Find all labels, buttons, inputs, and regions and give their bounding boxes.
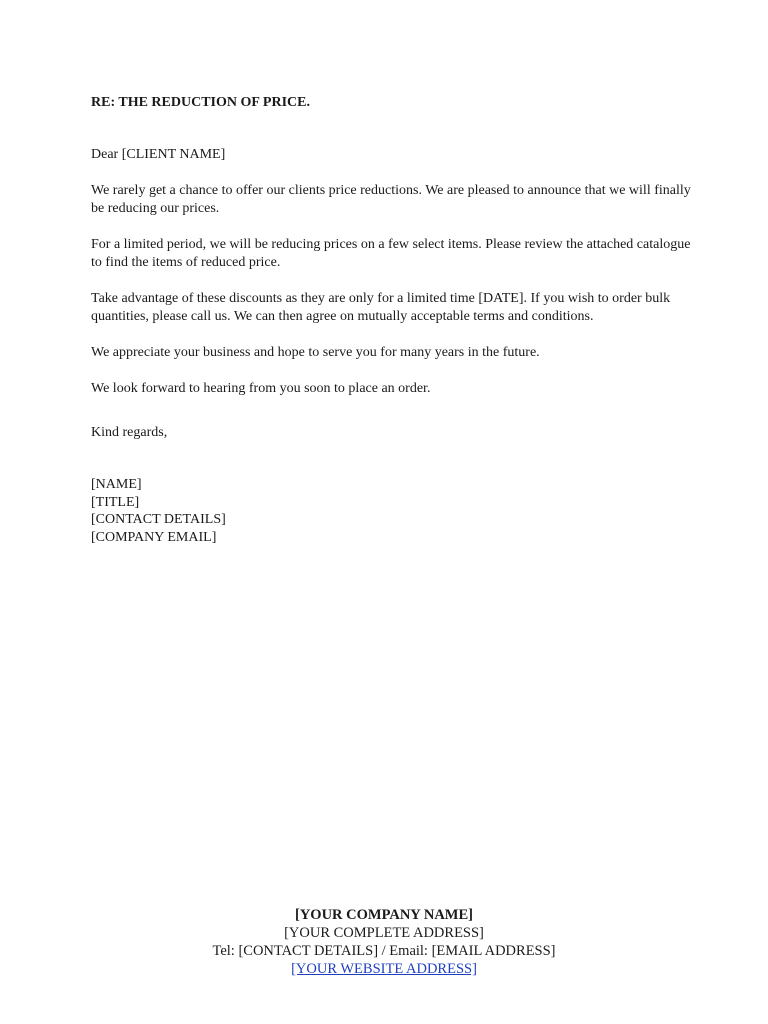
paragraph-intro: We rarely get a chance to offer our clients price reductions. We are pleased to announce that we will finally be reducing our prices. bbox=[91, 183, 691, 216]
letter-body bbox=[91, 94, 691, 546]
letter-signoff: Kind regards, bbox=[91, 425, 168, 440]
letterhead-footer bbox=[0, 906, 768, 978]
signature-block bbox=[91, 476, 691, 546]
paragraph-appreciation: We appreciate your business and hope to serve you for many years in the future. bbox=[91, 345, 540, 360]
letter-salutation: Dear [CLIENT NAME] bbox=[91, 147, 226, 162]
signature-email: [COMPANY EMAIL] bbox=[91, 529, 217, 545]
footer-address: [YOUR COMPLETE ADDRESS] bbox=[284, 925, 484, 941]
letter-subject: RE: THE REDUCTION OF PRICE. bbox=[91, 95, 310, 110]
footer-company-name: [YOUR COMPANY NAME] bbox=[295, 907, 473, 923]
signature-title: [TITLE] bbox=[91, 494, 140, 510]
paragraph-limited-period: For a limited period, we will be reducing prices on a few select items. Please review the attached catalogue to find the items of reduced price. bbox=[91, 237, 691, 270]
paragraph-discounts: Take advantage of these discounts as they are only for a limited time [DATE]. If you wish to order bulk quantities, please call us. We can then agree on mutually acceptable terms and conditions. bbox=[91, 291, 671, 324]
signature-contact: [CONTACT DETAILS] bbox=[91, 512, 226, 527]
footer-website-link[interactable]: [YOUR WEBSITE ADDRESS] bbox=[291, 961, 477, 977]
footer-contact-line: Tel: [CONTACT DETAILS] / Email: [EMAIL ADDRESS] bbox=[212, 943, 556, 959]
signature-name: [NAME] bbox=[91, 477, 142, 492]
paragraph-closing: We look forward to hearing from you soon to place an order. bbox=[91, 381, 431, 396]
